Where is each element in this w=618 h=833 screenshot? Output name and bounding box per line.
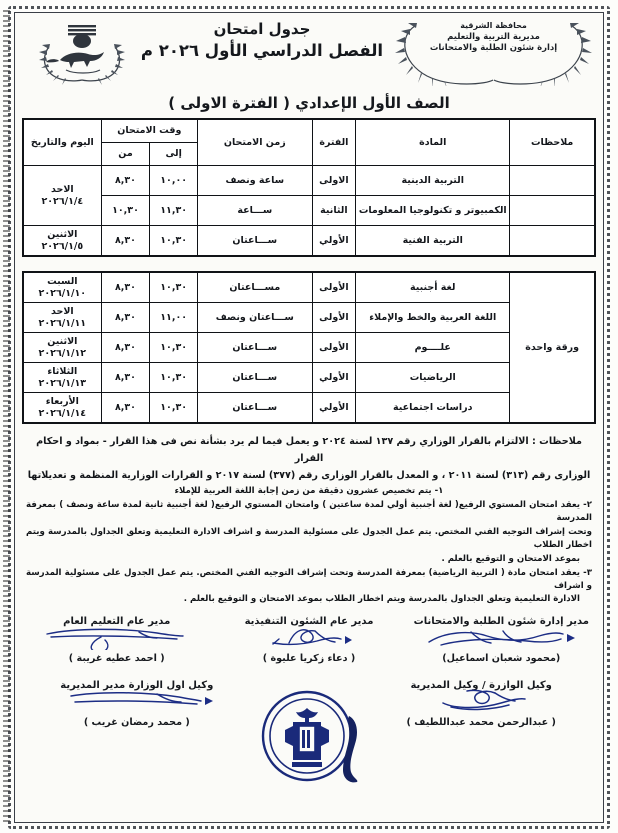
cell-duration: ســـاعة bbox=[197, 196, 312, 226]
organization-lines bbox=[413, 21, 574, 55]
notes-head-line-1: ملاحظات : الالتزام بالقرار الوزاري رقم ١٣٧ لسنة ٢٠٢٤ و يعمل فيما لم يرد بشأنة نص فى هذا القرار - بمواد و احكام القرار bbox=[36, 436, 582, 464]
signature-name: ( محمد رمضان غريب ) bbox=[83, 717, 190, 729]
signature-block-student-affairs bbox=[407, 616, 596, 664]
col-header-duration: زمن الامتحان bbox=[197, 119, 312, 166]
org-department: إدارة شئون الطلبة والامتحانات bbox=[429, 43, 558, 54]
cell-period: الاولى bbox=[312, 166, 356, 196]
cell-period: الأولى bbox=[312, 272, 356, 303]
col-header-time-from: من bbox=[101, 143, 150, 166]
signature-row-1 bbox=[22, 616, 596, 664]
cell-day-date bbox=[23, 393, 101, 424]
notes-head-line-2: الوزارى رقم (٣١٣) لسنة ٢٠١١ ، و المعدل بالقرار الوزارى رقم (٣٧٧) لسنة ٢٠١٧ و القرارات الوزارية المنظمة و تعديلاتها bbox=[27, 469, 591, 481]
cell-day: الاثنين bbox=[47, 335, 78, 347]
exam-schedule-table-2 bbox=[22, 271, 596, 424]
signature-block-general-education bbox=[22, 616, 211, 664]
col-header-period: الفترة bbox=[312, 119, 356, 166]
signature-role: مدير عام الشئون التنفيذية bbox=[244, 616, 374, 628]
title-line-1: جدول امتحان bbox=[213, 20, 311, 38]
cell-duration: ســـاعتان bbox=[197, 363, 312, 393]
organization-header bbox=[391, 18, 596, 86]
cell-subject: التربية الدينية bbox=[356, 166, 510, 196]
cell-subject: دراسات اجتماعية bbox=[356, 393, 510, 424]
note-item-2-line-1: ٢- يعقد امتحان المستوي الرفيع( لغة أجنبية أولي لمدة ساعتين ) وامتحان المستوي الرفيع( لغة أجنبية ثانية لمدة ساعة ونصف ) بمعرفة المدرسة bbox=[26, 500, 592, 524]
org-directorate: مديرية التربية والتعليم bbox=[447, 31, 540, 42]
cell-time-from: ١٠,٣٠ bbox=[101, 196, 150, 226]
table-row bbox=[23, 303, 595, 333]
note-item-3-line-2: الادارة التعليمية وتعلق الجداول بالمدرسة ويتم اخطار الطلاب بموعد الامتحان و التوقيع بالعلم . bbox=[183, 594, 580, 605]
cell-time-to: ١٠,٣٠ bbox=[150, 272, 198, 303]
signature-role: وكيل الوازرة / وكيل المديرية bbox=[410, 680, 552, 692]
cell-day-date bbox=[23, 272, 101, 303]
cell-subject: الرياضيات bbox=[356, 363, 510, 393]
cell-day-date bbox=[23, 166, 101, 226]
cell-date: ٢٠٢٦/١/١١ bbox=[38, 317, 87, 329]
cell-day-date bbox=[23, 363, 101, 393]
signature-name: ( عبدالرحمن محمد عبداللطيف ) bbox=[406, 717, 556, 729]
stamp-handle bbox=[343, 716, 357, 782]
cell-duration: ســـاعتان ونصف bbox=[197, 303, 312, 333]
org-governorate: محافظة الشرقية bbox=[460, 21, 527, 30]
grade-subtitle: الصف الأول الإعدادي ( الفترة الاولى ) bbox=[168, 94, 450, 112]
exam-schedule-table-1 bbox=[22, 118, 596, 257]
col-header-day-date: اليوم والتاريخ bbox=[23, 119, 101, 166]
cell-day: الثلاثاء bbox=[47, 365, 78, 377]
cell-notes bbox=[510, 166, 595, 196]
cell-time-from: ٨,٣٠ bbox=[101, 272, 150, 303]
cell-period: الأولي bbox=[312, 363, 356, 393]
handwritten-signature bbox=[22, 627, 211, 653]
cell-subject: اللغة العربية والخط والإملاء bbox=[356, 303, 510, 333]
handwritten-signature bbox=[22, 691, 252, 717]
cell-day-date bbox=[23, 303, 101, 333]
document-content bbox=[22, 18, 596, 817]
cell-time-from: ٨,٣٠ bbox=[101, 333, 150, 363]
cell-time-to: ١٠,٣٠ bbox=[150, 363, 198, 393]
cell-day: الاثنين bbox=[47, 228, 78, 240]
signature-name: (محمود شعبان اسماعيل) bbox=[442, 653, 561, 665]
cell-day-date bbox=[23, 333, 101, 363]
cell-date: ٢٠٢٦/١/٥ bbox=[41, 240, 84, 252]
cell-duration: ســـاعتان bbox=[197, 393, 312, 424]
handwritten-signature bbox=[366, 691, 596, 717]
signature-role: وكيل اول الوزارة مدير المديرية bbox=[60, 680, 214, 692]
signature-row-2 bbox=[22, 680, 596, 728]
cell-notes-merged: ورقة واحدة bbox=[510, 272, 595, 423]
cell-time-from: ٨,٣٠ bbox=[101, 226, 150, 257]
cell-day: السبت bbox=[47, 275, 78, 287]
cell-time-from: ٨,٣٠ bbox=[101, 166, 150, 196]
cell-subject: علــــوم bbox=[356, 333, 510, 363]
note-item-2-line-2: وتحت إشراف التوجيه الفني المختص. يتم عمل الجدول على مسئولية المدرسة و اشراف الادارة التعليمية وتعلق الجداول بالمدرسة ويتم اخطار الطلاب bbox=[26, 527, 592, 550]
cell-date: ٢٠٢٦/١/١٤ bbox=[38, 407, 87, 419]
cell-time-to: ١٠,٣٠ bbox=[150, 226, 198, 257]
cell-date: ٢٠٢٦/١/٤ bbox=[41, 195, 84, 207]
document-header bbox=[22, 18, 596, 90]
wreath-horse-emblem-icon bbox=[30, 22, 134, 86]
table-row bbox=[23, 166, 595, 196]
signature-role: مدير إدارة شئون الطلبة والامتحانات bbox=[413, 616, 589, 628]
cell-day: الأربعاء bbox=[45, 395, 79, 407]
cell-time-to: ١٠,٠٠ bbox=[150, 166, 198, 196]
cell-period: الأولى bbox=[312, 303, 356, 333]
col-header-notes: ملاحظات bbox=[510, 119, 595, 166]
cell-time-from: ٨,٣٠ bbox=[101, 393, 150, 424]
note-item-1: ١- يتم تخصيص عشرون دقيقة من زمن إجابة اللغة العربية للإملاء bbox=[174, 486, 444, 497]
title-line-2: الفصل الدراسي الأول ٢٠٢٦ م bbox=[140, 41, 384, 60]
official-round-stamp-icon bbox=[249, 686, 369, 790]
table-row bbox=[23, 363, 595, 393]
cell-time-to: ١١,٣٠ bbox=[150, 196, 198, 226]
signature-block-first-undersecretary bbox=[22, 680, 252, 728]
table-spacer bbox=[22, 257, 596, 271]
cell-time-to: ١٠,٣٠ bbox=[150, 393, 198, 424]
cell-day: الاحد bbox=[50, 305, 74, 317]
cell-notes bbox=[510, 196, 595, 226]
cell-period: الأولي bbox=[312, 393, 356, 424]
cell-date: ٢٠٢٦/١/١٢ bbox=[38, 347, 87, 359]
cell-period: الأولى bbox=[312, 333, 356, 363]
table-row bbox=[23, 272, 595, 303]
cell-duration: ســـاعتان bbox=[197, 226, 312, 257]
notes-section bbox=[22, 434, 596, 606]
cell-duration: ســـاعتان bbox=[197, 333, 312, 363]
table-row bbox=[23, 196, 595, 226]
col-header-exam-time: وقت الامتحان bbox=[101, 119, 197, 143]
cell-subject: لغة أجنبية bbox=[356, 272, 510, 303]
cell-time-from: ٨,٣٠ bbox=[101, 303, 150, 333]
signature-block-ministry-deputy bbox=[366, 680, 596, 728]
cell-day: الاحد bbox=[50, 183, 74, 195]
table-header-row bbox=[23, 119, 595, 143]
cell-duration: ساعة ونصف bbox=[197, 166, 312, 196]
col-header-time-to: إلى bbox=[150, 143, 198, 166]
table-row bbox=[23, 226, 595, 257]
cell-day-date bbox=[23, 226, 101, 257]
signature-block-executive-affairs bbox=[214, 616, 403, 664]
cell-notes bbox=[510, 226, 595, 257]
handwritten-signature bbox=[214, 627, 403, 653]
signature-name: ( دعاء زكريا عليوة ) bbox=[262, 653, 356, 665]
note-item-2-line-3: بموعد الامتحان و التوقيع بالعلم . bbox=[441, 553, 580, 564]
document-title-block bbox=[140, 20, 384, 60]
cell-date: ٢٠٢٦/١/١٠ bbox=[38, 287, 87, 299]
cell-subject: الكمبيوتر و تكنولوجيا المعلومات bbox=[356, 196, 510, 226]
cell-time-to: ١١,٠٠ bbox=[150, 303, 198, 333]
handwritten-signature bbox=[407, 627, 596, 653]
cell-time-to: ١٠,٣٠ bbox=[150, 333, 198, 363]
cell-date: ٢٠٢٦/١/١٣ bbox=[38, 377, 87, 389]
cell-period: الأولي bbox=[312, 226, 356, 257]
table-row bbox=[23, 393, 595, 424]
cell-time-from: ٨,٣٠ bbox=[101, 363, 150, 393]
col-header-subject: المادة bbox=[356, 119, 510, 166]
cell-subject: التربية الفنية bbox=[356, 226, 510, 257]
scan-edge-artifact bbox=[3, 10, 10, 825]
note-item-3-line-1: ٣- يعقد امتحان مادة ( التربية الرياضية) بمعرفة المدرسة وتحت إشراف التوجيه الفني المختص. يتم عمل الجدول على مسئولية المدرسة و اشراف bbox=[26, 567, 592, 591]
cell-period: الثانية bbox=[312, 196, 356, 226]
signature-name: ( احمد عطيه غريبة ) bbox=[68, 653, 165, 665]
signature-role: مدير عام التعليم العام bbox=[63, 616, 171, 628]
table-row bbox=[23, 333, 595, 363]
cell-duration: مســـاعتان bbox=[197, 272, 312, 303]
